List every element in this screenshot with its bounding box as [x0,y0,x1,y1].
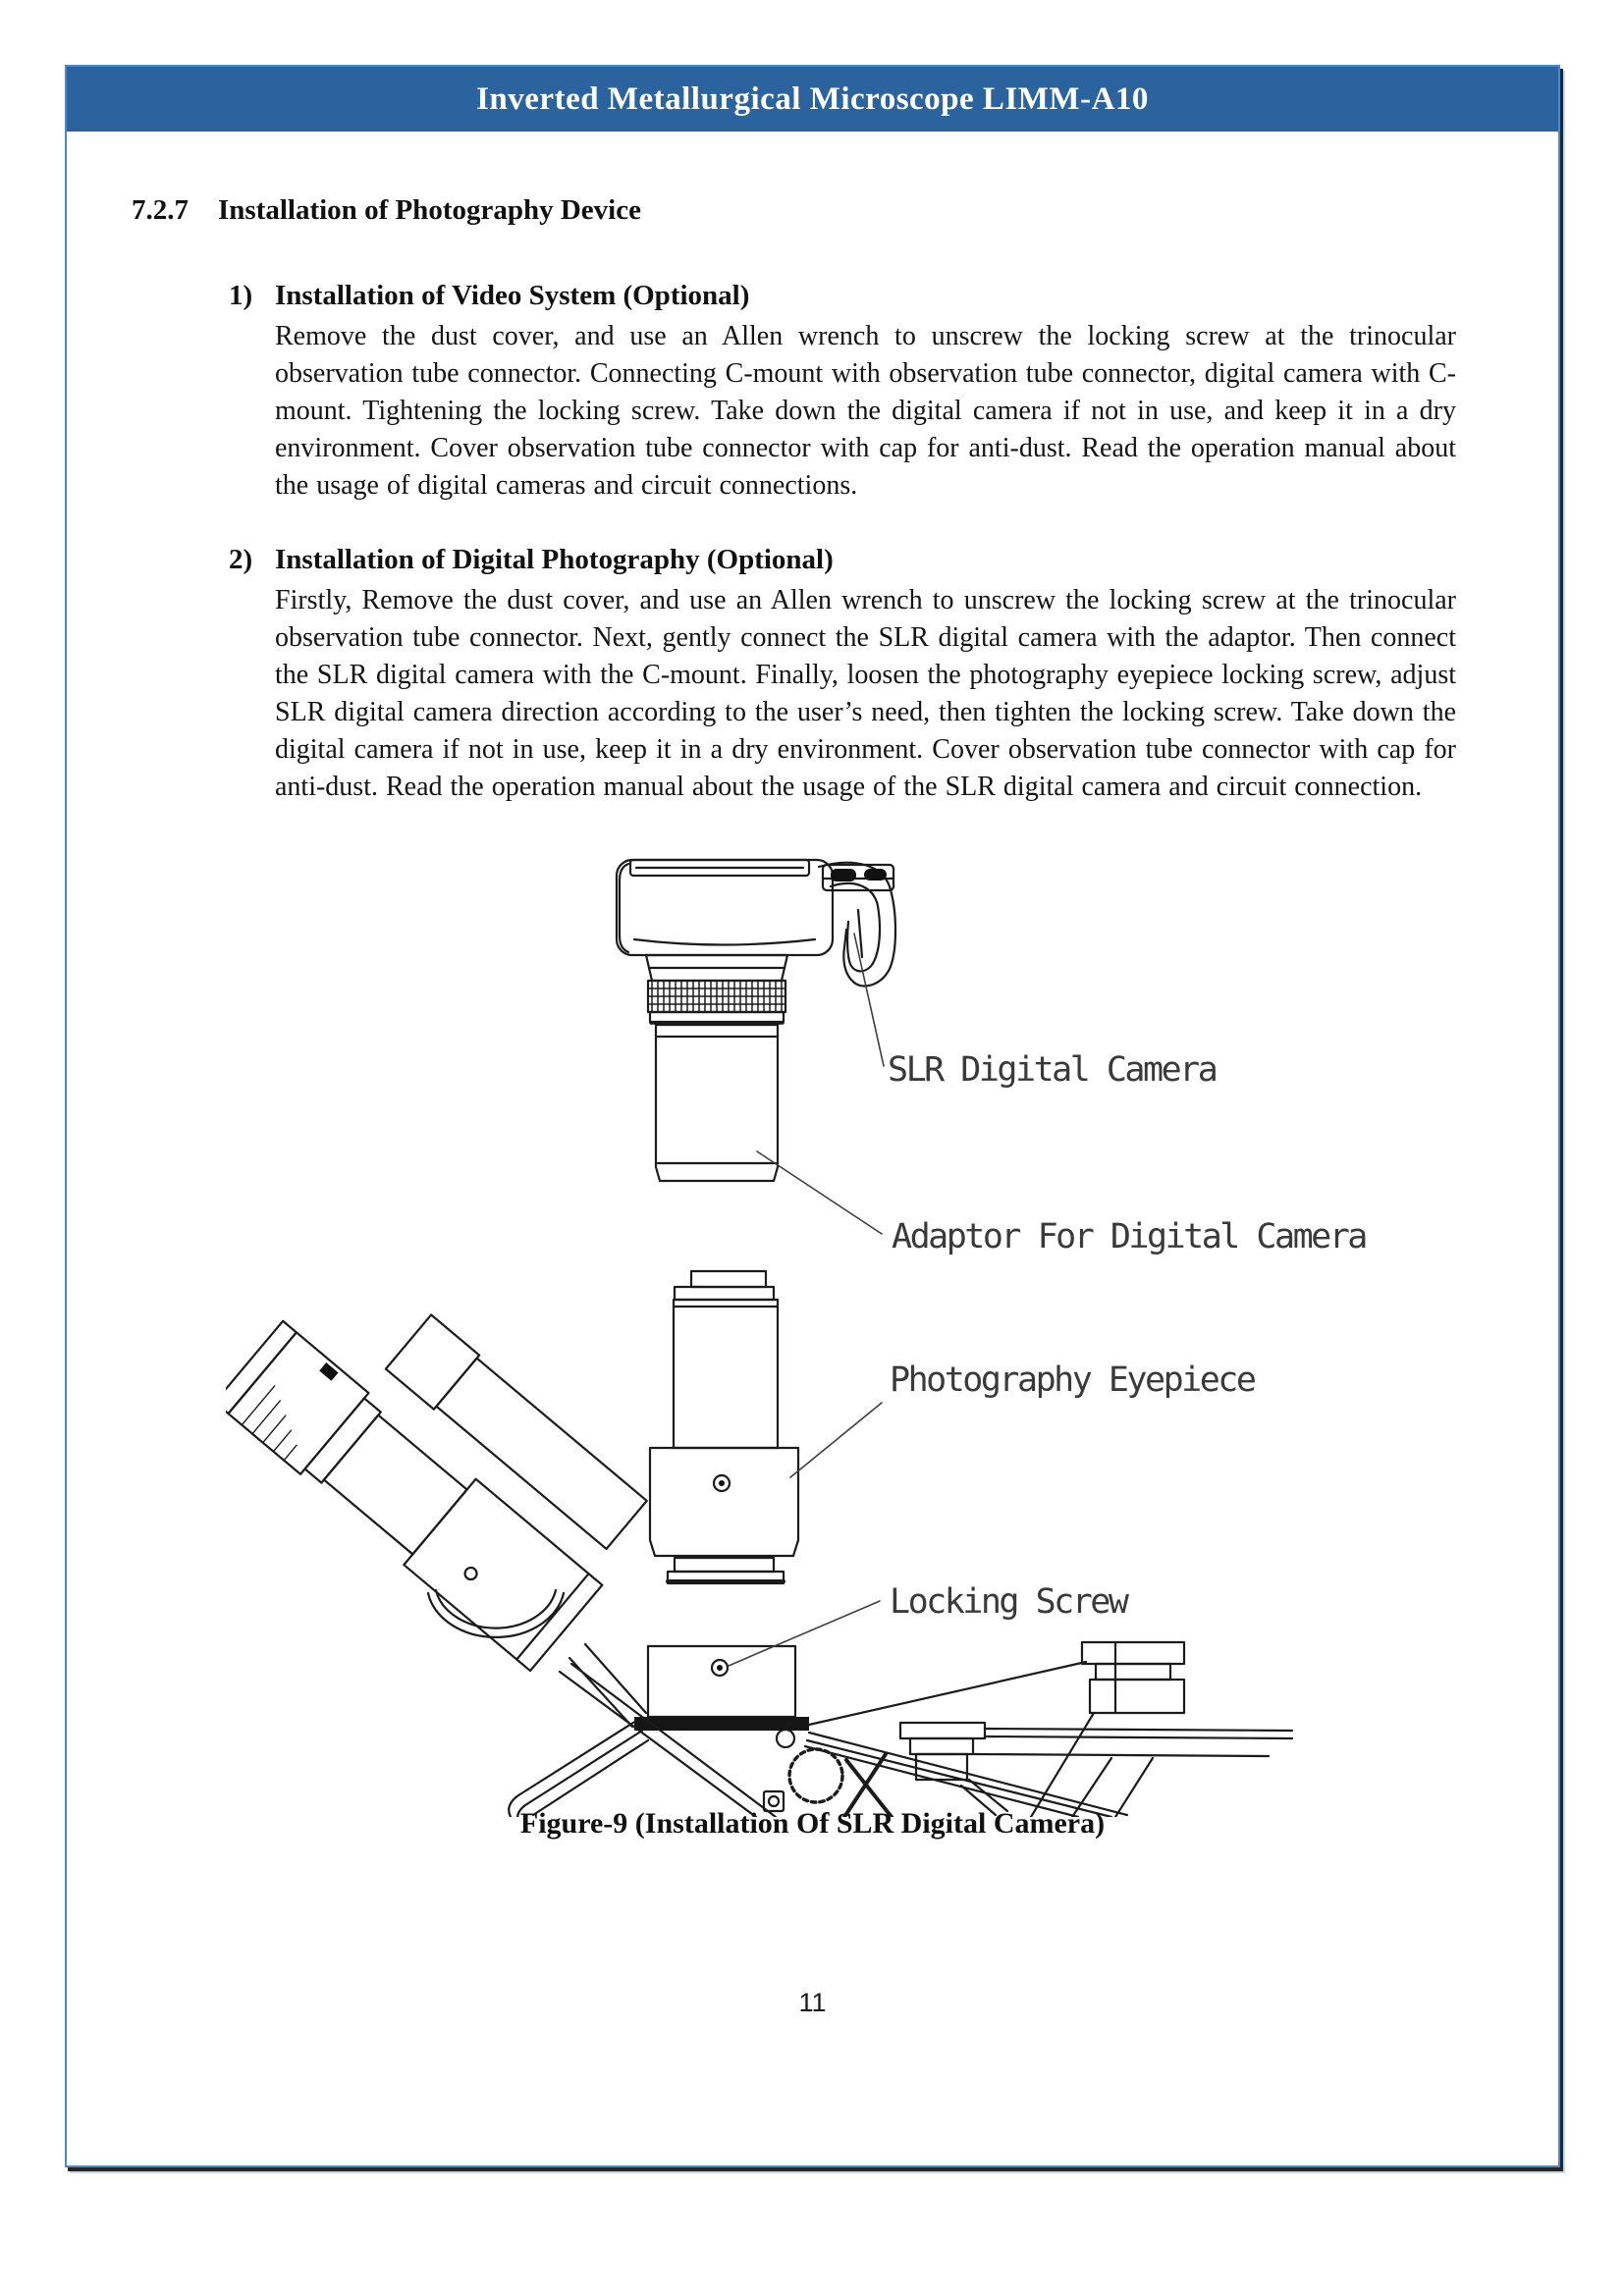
locking-collar-drawing [634,1646,809,1731]
slr-camera-drawing [617,860,895,987]
figure-caption: Figure-9 (Installation Of SLR Digital Camera) [519,1807,1106,1840]
figure-diagram [226,835,1375,1817]
photography-eyepiece-drawing [650,1271,798,1583]
section-number: 7.2.7 [132,194,189,226]
page-header-title: Inverted Metallurgical Microscope LIMM-A10 [476,80,1149,117]
item-1-body: Remove the dust cover, and use an Allen wrench to unscrew the locking screw at the trinocular observation tube connector. Connecting C-mount with observation tube connector, digital camera with C-mount. Tightening the locking screw. Take down the digital camera if not in use, and keep it in a dry environment. Cover observation tube connector with cap for anti-dust. Read the operation manual about the usage of digital cameras and circuit connections. [275,321,1456,501]
page-number: 11 [798,1988,827,2017]
item-1-heading [229,280,1558,312]
item-2-heading [229,544,1558,576]
item-2-title: Installation of Digital Photography (Optional) [275,544,834,575]
section-heading [132,194,1558,227]
item-2-body: Firstly, Remove the dust cover, and use an Allen wrench to unscrew the locking screw at the trinocular observation tube connector. Next, gently connect the SLR digital camera with the adaptor. Then connect the SLR digital camera with the C-mount. Finally, loosen the photography eyepiece locking screw, adjust SLR digital camera direction according to the user’s need, then tighten the locking screw. Take down the digital camera if not in use, keep it in a dry environment. Cover observation tube connector with cap for anti-dust. Read the operation manual about the usage of the SLR digital camera and circuit connection. [275,585,1456,802]
item-1-title: Installation of Video System (Optional) [275,280,750,311]
page-header-bar [67,67,1558,132]
manual-page [65,65,1560,2167]
figure-label-slr-camera: SLR Digital Camera [888,1050,1217,1090]
figure-label-locking-screw: Locking Screw [890,1582,1127,1622]
adaptor-drawing [648,981,785,1181]
figure-9 [67,835,1558,1817]
section-title: Installation of Photography Device [218,194,641,226]
item-2-number: 2) [229,544,253,575]
figure-label-eyepiece: Photography Eyepiece [890,1361,1255,1400]
item-1-number: 1) [229,280,253,311]
figure-label-adaptor: Adaptor For Digital Camera [892,1217,1366,1256]
